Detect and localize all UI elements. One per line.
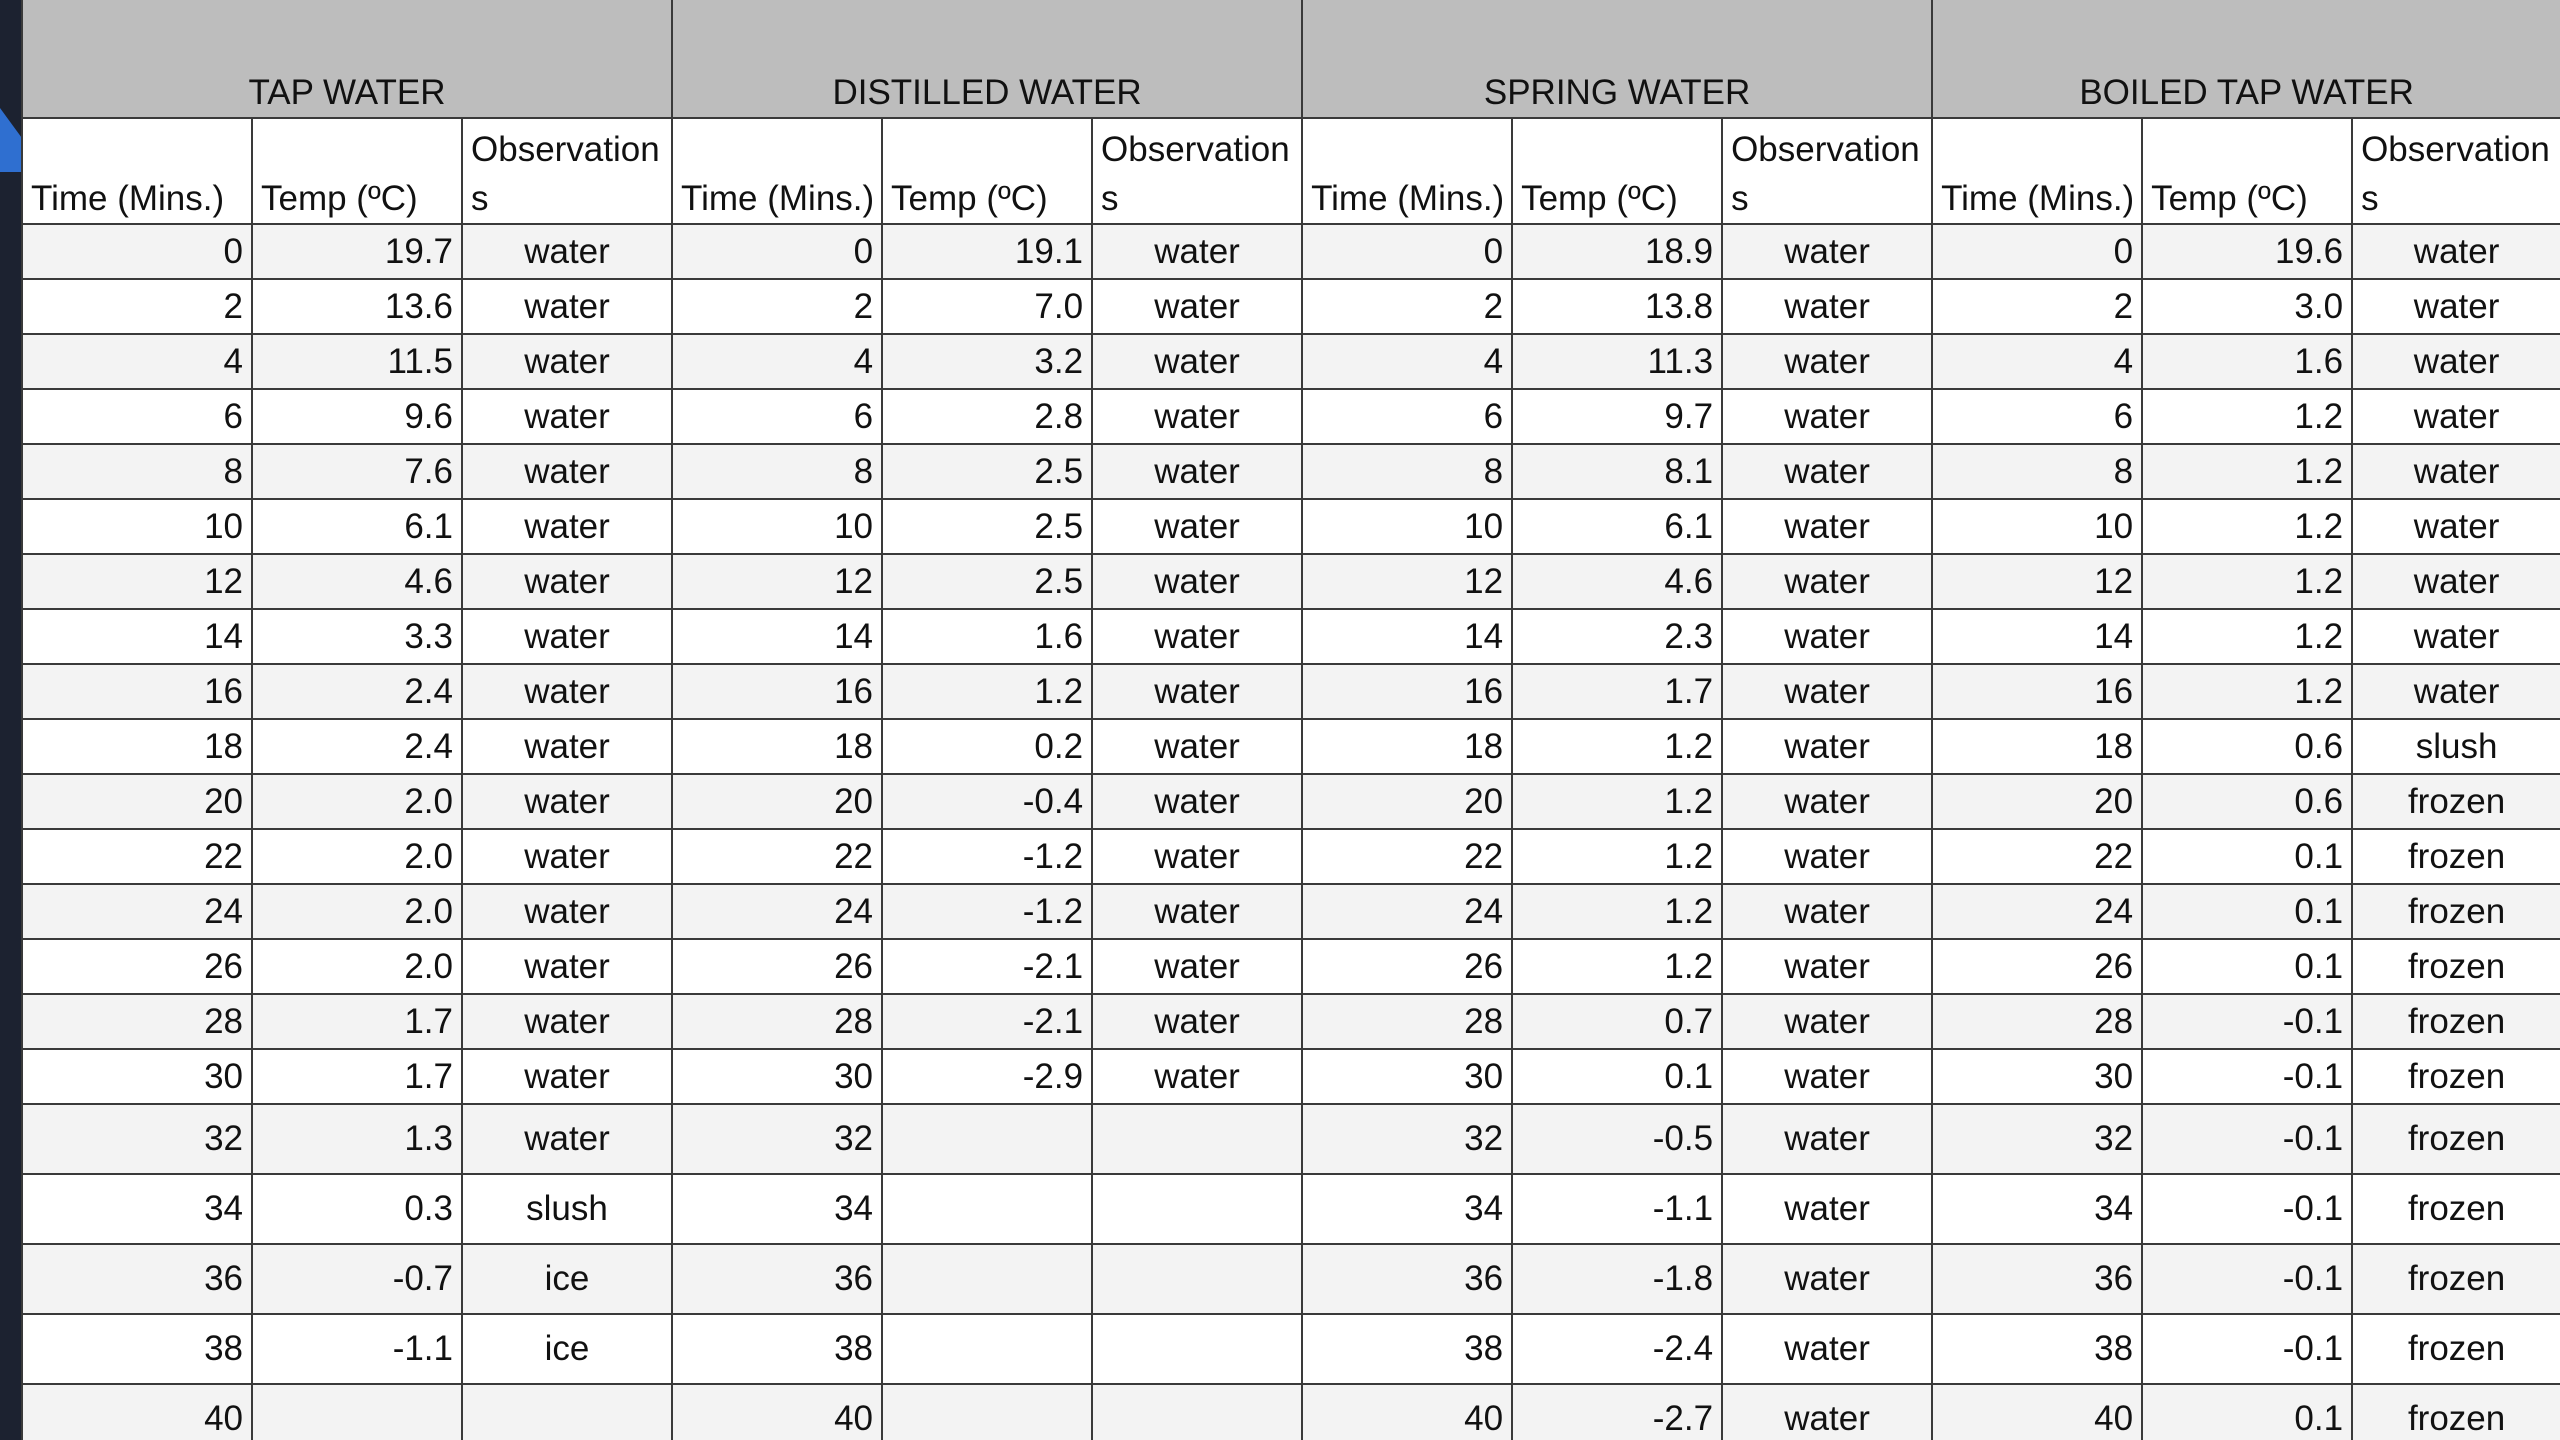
time-cell[interactable]: 40 [672, 1384, 882, 1440]
time-cell[interactable]: 30 [22, 1049, 252, 1104]
time-cell[interactable]: 34 [22, 1174, 252, 1244]
temp-cell[interactable] [882, 1104, 1092, 1174]
time-cell[interactable]: 12 [22, 554, 252, 609]
time-cell[interactable]: 40 [1932, 1384, 2142, 1440]
temp-cell[interactable]: 13.6 [252, 279, 462, 334]
time-cell[interactable]: 28 [1302, 994, 1512, 1049]
observation-cell[interactable]: water [1722, 389, 1932, 444]
temp-cell[interactable]: -2.1 [882, 939, 1092, 994]
time-cell[interactable]: 26 [1932, 939, 2142, 994]
observation-cell[interactable]: ice [462, 1314, 672, 1384]
temp-cell[interactable] [882, 1314, 1092, 1384]
temp-cell[interactable]: 2.3 [1512, 609, 1722, 664]
time-cell[interactable]: 10 [22, 499, 252, 554]
time-header-cell[interactable]: Time (Mins.) [22, 118, 252, 224]
observations-header-cell[interactable]: Observation s [1092, 118, 1302, 224]
temp-cell[interactable]: 13.8 [1512, 279, 1722, 334]
observation-cell[interactable]: water [1722, 1104, 1932, 1174]
temp-header-cell[interactable]: Temp (ºC) [882, 118, 1092, 224]
time-cell[interactable]: 34 [1932, 1174, 2142, 1244]
temp-cell[interactable]: 0.6 [2142, 774, 2352, 829]
observation-cell[interactable]: water [1092, 554, 1302, 609]
time-cell[interactable]: 18 [1932, 719, 2142, 774]
temp-cell[interactable]: 3.2 [882, 334, 1092, 389]
observation-cell[interactable] [1092, 1174, 1302, 1244]
time-cell[interactable]: 0 [22, 224, 252, 279]
observation-cell[interactable]: water [1092, 884, 1302, 939]
temp-cell[interactable]: -1.2 [882, 829, 1092, 884]
observation-cell[interactable]: water [1722, 499, 1932, 554]
temp-cell[interactable]: 0.1 [2142, 939, 2352, 994]
time-cell[interactable]: 36 [1302, 1244, 1512, 1314]
observation-cell[interactable]: water [2352, 554, 2560, 609]
observation-cell[interactable]: water [462, 279, 672, 334]
observation-cell[interactable]: water [1092, 994, 1302, 1049]
temp-cell[interactable]: 9.6 [252, 389, 462, 444]
time-cell[interactable]: 20 [672, 774, 882, 829]
temp-cell[interactable]: 7.0 [882, 279, 1092, 334]
temp-cell[interactable]: -0.1 [2142, 1049, 2352, 1104]
time-cell[interactable]: 18 [22, 719, 252, 774]
observation-cell[interactable] [462, 1384, 672, 1440]
column-header-row [22, 118, 2560, 224]
temp-cell[interactable]: 4.6 [252, 554, 462, 609]
time-cell[interactable]: 12 [672, 554, 882, 609]
observation-cell[interactable]: water [1722, 444, 1932, 499]
time-cell[interactable]: 24 [1302, 884, 1512, 939]
table-row [22, 1174, 2560, 1244]
temp-cell[interactable]: -0.7 [252, 1244, 462, 1314]
temp-cell[interactable]: 1.2 [882, 664, 1092, 719]
temp-cell[interactable]: 1.7 [252, 1049, 462, 1104]
temp-cell[interactable]: 0.6 [2142, 719, 2352, 774]
time-cell[interactable]: 36 [672, 1244, 882, 1314]
temp-cell[interactable]: 0.3 [252, 1174, 462, 1244]
observation-cell[interactable]: water [462, 994, 672, 1049]
observation-cell[interactable]: water [2352, 279, 2560, 334]
time-cell[interactable]: 20 [1302, 774, 1512, 829]
temp-cell[interactable] [882, 1384, 1092, 1440]
observation-cell[interactable]: water [2352, 224, 2560, 279]
observation-cell[interactable]: water [2352, 609, 2560, 664]
time-cell[interactable]: 28 [672, 994, 882, 1049]
temp-cell[interactable]: 19.6 [2142, 224, 2352, 279]
temp-cell[interactable]: 8.1 [1512, 444, 1722, 499]
time-header-cell[interactable]: Time (Mins.) [1932, 118, 2142, 224]
observation-cell[interactable]: water [1722, 279, 1932, 334]
time-cell[interactable]: 26 [22, 939, 252, 994]
time-cell[interactable]: 0 [672, 224, 882, 279]
table-row [22, 884, 2560, 939]
temp-cell[interactable]: -0.1 [2142, 1104, 2352, 1174]
time-cell[interactable]: 16 [672, 664, 882, 719]
temp-cell[interactable]: 0.1 [2142, 884, 2352, 939]
observation-cell[interactable]: water [1092, 719, 1302, 774]
observation-cell[interactable]: water [1722, 719, 1932, 774]
temp-cell[interactable]: 7.6 [252, 444, 462, 499]
observation-cell[interactable]: water [1722, 1244, 1932, 1314]
time-cell[interactable]: 10 [672, 499, 882, 554]
temp-cell[interactable]: 19.1 [882, 224, 1092, 279]
observation-cell[interactable]: water [1722, 939, 1932, 994]
temp-cell[interactable]: 1.2 [1512, 829, 1722, 884]
observation-cell[interactable]: water [1092, 279, 1302, 334]
observation-cell[interactable]: water [1722, 554, 1932, 609]
time-cell[interactable]: 36 [22, 1244, 252, 1314]
temp-cell[interactable]: 3.0 [2142, 279, 2352, 334]
time-cell[interactable]: 10 [1302, 499, 1512, 554]
time-cell[interactable]: 22 [22, 829, 252, 884]
time-cell[interactable]: 32 [1302, 1104, 1512, 1174]
observation-cell[interactable] [1092, 1314, 1302, 1384]
temp-cell[interactable]: 2.0 [252, 774, 462, 829]
temp-cell[interactable]: 4.6 [1512, 554, 1722, 609]
temp-cell[interactable]: 2.0 [252, 829, 462, 884]
temp-cell[interactable]: 3.3 [252, 609, 462, 664]
observation-cell[interactable]: water [1092, 334, 1302, 389]
observation-cell[interactable]: water [1092, 444, 1302, 499]
temp-cell[interactable]: 1.2 [1512, 774, 1722, 829]
time-cell[interactable]: 4 [22, 334, 252, 389]
observation-cell[interactable]: water [1722, 224, 1932, 279]
temp-header-cell[interactable]: Temp (ºC) [2142, 118, 2352, 224]
time-cell[interactable]: 0 [1302, 224, 1512, 279]
water-freezing-table [21, 0, 2560, 1440]
time-header-cell[interactable]: Time (Mins.) [1302, 118, 1512, 224]
temp-cell[interactable]: 2.4 [252, 664, 462, 719]
time-cell[interactable]: 22 [672, 829, 882, 884]
observation-cell[interactable]: water [462, 829, 672, 884]
table-row [22, 994, 2560, 1049]
time-cell[interactable]: 8 [1932, 444, 2142, 499]
spreadsheet-view[interactable] [21, 0, 2560, 1440]
observation-cell[interactable]: slush [462, 1174, 672, 1244]
time-cell[interactable]: 2 [22, 279, 252, 334]
table-row [22, 774, 2560, 829]
time-cell[interactable]: 0 [1932, 224, 2142, 279]
temp-cell[interactable]: 2.0 [252, 939, 462, 994]
temp-cell[interactable]: 1.2 [2142, 554, 2352, 609]
temp-cell[interactable]: -2.1 [882, 994, 1092, 1049]
temp-cell[interactable]: 2.4 [252, 719, 462, 774]
observation-cell[interactable]: water [1722, 1174, 1932, 1244]
time-cell[interactable]: 28 [22, 994, 252, 1049]
table-row [22, 279, 2560, 334]
time-cell[interactable]: 38 [1932, 1314, 2142, 1384]
observation-cell[interactable]: water [462, 499, 672, 554]
table-row [22, 1384, 2560, 1440]
temp-cell[interactable]: -1.1 [252, 1314, 462, 1384]
temp-cell[interactable] [882, 1244, 1092, 1314]
observation-cell[interactable]: water [1722, 664, 1932, 719]
time-cell[interactable]: 20 [1932, 774, 2142, 829]
time-cell[interactable]: 6 [22, 389, 252, 444]
temp-cell[interactable]: 2.5 [882, 499, 1092, 554]
table-row [22, 609, 2560, 664]
observation-cell[interactable]: frozen [2352, 1104, 2560, 1174]
observation-cell[interactable]: frozen [2352, 1314, 2560, 1384]
observation-cell[interactable]: water [462, 224, 672, 279]
temp-cell[interactable]: -0.5 [1512, 1104, 1722, 1174]
temp-cell[interactable]: -2.4 [1512, 1314, 1722, 1384]
time-cell[interactable]: 38 [1302, 1314, 1512, 1384]
time-cell[interactable]: 18 [672, 719, 882, 774]
observation-cell[interactable]: water [2352, 444, 2560, 499]
observation-cell[interactable]: water [1092, 774, 1302, 829]
temp-cell[interactable]: 1.6 [882, 609, 1092, 664]
time-cell[interactable]: 40 [22, 1384, 252, 1440]
group-title-cell[interactable]: TAP WATER [22, 0, 672, 118]
observation-cell[interactable]: water [1722, 774, 1932, 829]
observation-cell[interactable]: water [1092, 499, 1302, 554]
time-cell[interactable]: 16 [22, 664, 252, 719]
temp-cell[interactable]: 11.5 [252, 334, 462, 389]
temp-cell[interactable]: -0.1 [2142, 1314, 2352, 1384]
time-cell[interactable]: 34 [672, 1174, 882, 1244]
temp-cell[interactable]: 1.2 [1512, 884, 1722, 939]
time-cell[interactable]: 14 [1302, 609, 1512, 664]
time-cell[interactable]: 2 [1932, 279, 2142, 334]
observation-cell[interactable]: water [2352, 664, 2560, 719]
temp-cell[interactable]: 1.2 [2142, 664, 2352, 719]
observation-cell[interactable]: frozen [2352, 1244, 2560, 1314]
observation-cell[interactable]: water [1092, 389, 1302, 444]
observation-cell[interactable]: water [2352, 389, 2560, 444]
observation-cell[interactable]: water [1092, 609, 1302, 664]
time-cell[interactable]: 24 [672, 884, 882, 939]
table-row [22, 719, 2560, 774]
temp-cell[interactable]: -1.8 [1512, 1244, 1722, 1314]
time-header-cell[interactable]: Time (Mins.) [672, 118, 882, 224]
table-row [22, 444, 2560, 499]
group-header-row [22, 0, 2560, 118]
observation-cell[interactable]: water [1092, 664, 1302, 719]
observation-cell[interactable]: water [462, 719, 672, 774]
temp-header-cell[interactable]: Temp (ºC) [252, 118, 462, 224]
observation-cell[interactable]: frozen [2352, 939, 2560, 994]
temp-cell[interactable]: 1.2 [2142, 389, 2352, 444]
temp-cell[interactable]: 19.7 [252, 224, 462, 279]
time-cell[interactable]: 24 [22, 884, 252, 939]
time-cell[interactable]: 8 [672, 444, 882, 499]
observation-cell[interactable]: frozen [2352, 1384, 2560, 1440]
table-row [22, 334, 2560, 389]
temp-cell[interactable]: -0.1 [2142, 1174, 2352, 1244]
temp-cell[interactable]: 9.7 [1512, 389, 1722, 444]
observation-cell[interactable]: water [1092, 224, 1302, 279]
time-cell[interactable]: 26 [672, 939, 882, 994]
observation-cell[interactable] [1092, 1104, 1302, 1174]
time-cell[interactable]: 16 [1302, 664, 1512, 719]
observation-cell[interactable]: water [1722, 334, 1932, 389]
time-cell[interactable]: 2 [672, 279, 882, 334]
time-cell[interactable]: 8 [1302, 444, 1512, 499]
observation-cell[interactable]: water [462, 1104, 672, 1174]
time-cell[interactable]: 12 [1302, 554, 1512, 609]
temp-cell[interactable]: 2.0 [252, 884, 462, 939]
temp-cell[interactable]: 1.2 [1512, 719, 1722, 774]
table-row [22, 1104, 2560, 1174]
time-cell[interactable]: 4 [1932, 334, 2142, 389]
temp-cell[interactable]: -0.1 [2142, 1244, 2352, 1314]
observation-cell[interactable]: water [1092, 939, 1302, 994]
time-cell[interactable]: 4 [672, 334, 882, 389]
time-cell[interactable]: 4 [1302, 334, 1512, 389]
time-cell[interactable]: 36 [1932, 1244, 2142, 1314]
temp-cell[interactable]: -1.1 [1512, 1174, 1722, 1244]
table-row [22, 829, 2560, 884]
observation-cell[interactable]: water [1092, 1049, 1302, 1104]
time-cell[interactable]: 14 [22, 609, 252, 664]
time-cell[interactable]: 32 [672, 1104, 882, 1174]
time-cell[interactable]: 2 [1302, 279, 1512, 334]
observation-cell[interactable]: water [1722, 1049, 1932, 1104]
observations-header-cell[interactable]: Observation s [2352, 118, 2560, 224]
time-cell[interactable]: 34 [1302, 1174, 1512, 1244]
observation-cell[interactable] [1092, 1384, 1302, 1440]
table-row [22, 664, 2560, 719]
table-row [22, 499, 2560, 554]
observation-cell[interactable]: water [1722, 1384, 1932, 1440]
observation-cell[interactable]: water [1722, 609, 1932, 664]
time-cell[interactable]: 6 [1932, 389, 2142, 444]
temp-cell[interactable]: 1.3 [252, 1104, 462, 1174]
temp-cell[interactable]: 0.1 [1512, 1049, 1722, 1104]
temp-cell[interactable]: -1.2 [882, 884, 1092, 939]
time-cell[interactable]: 14 [672, 609, 882, 664]
time-cell[interactable]: 24 [1932, 884, 2142, 939]
observation-cell[interactable]: water [1722, 884, 1932, 939]
table-row [22, 1314, 2560, 1384]
time-cell[interactable]: 8 [22, 444, 252, 499]
time-cell[interactable]: 28 [1932, 994, 2142, 1049]
temp-cell[interactable]: -2.9 [882, 1049, 1092, 1104]
time-cell[interactable]: 6 [1302, 389, 1512, 444]
table-row [22, 224, 2560, 279]
temp-cell[interactable]: 2.5 [882, 554, 1092, 609]
observation-cell[interactable]: frozen [2352, 829, 2560, 884]
temp-cell[interactable]: -0.4 [882, 774, 1092, 829]
observation-cell[interactable]: water [462, 774, 672, 829]
temp-cell[interactable]: 6.1 [1512, 499, 1722, 554]
temp-cell[interactable]: 1.2 [2142, 609, 2352, 664]
time-cell[interactable]: 22 [1302, 829, 1512, 884]
time-cell[interactable]: 22 [1932, 829, 2142, 884]
time-cell[interactable]: 16 [1932, 664, 2142, 719]
temp-cell[interactable]: -2.7 [1512, 1384, 1722, 1440]
observation-cell[interactable]: water [2352, 334, 2560, 389]
temp-cell[interactable]: 1.2 [1512, 939, 1722, 994]
table-row [22, 389, 2560, 444]
temp-cell[interactable] [882, 1174, 1092, 1244]
time-cell[interactable]: 38 [672, 1314, 882, 1384]
table-row [22, 939, 2560, 994]
observation-cell[interactable]: water [462, 664, 672, 719]
temp-cell[interactable]: 18.9 [1512, 224, 1722, 279]
time-cell[interactable]: 30 [1302, 1049, 1512, 1104]
time-cell[interactable]: 12 [1932, 554, 2142, 609]
time-cell[interactable]: 30 [1932, 1049, 2142, 1104]
table-row [22, 554, 2560, 609]
temp-cell[interactable]: -0.1 [2142, 994, 2352, 1049]
temp-cell[interactable]: 1.2 [2142, 444, 2352, 499]
temp-cell[interactable]: 0.2 [882, 719, 1092, 774]
time-cell[interactable]: 32 [22, 1104, 252, 1174]
observation-cell[interactable]: water [462, 609, 672, 664]
observation-cell[interactable]: water [2352, 499, 2560, 554]
observation-cell[interactable]: water [462, 939, 672, 994]
observation-cell[interactable]: slush [2352, 719, 2560, 774]
time-cell[interactable]: 26 [1302, 939, 1512, 994]
temp-cell[interactable]: 2.5 [882, 444, 1092, 499]
observation-cell[interactable]: frozen [2352, 774, 2560, 829]
time-cell[interactable]: 10 [1932, 499, 2142, 554]
observation-cell[interactable]: ice [462, 1244, 672, 1314]
table-row [22, 1244, 2560, 1314]
time-cell[interactable]: 32 [1932, 1104, 2142, 1174]
group-title-cell[interactable]: DISTILLED WATER [672, 0, 1302, 118]
temp-cell[interactable]: 0.7 [1512, 994, 1722, 1049]
time-cell[interactable]: 20 [22, 774, 252, 829]
observation-cell[interactable] [1092, 1244, 1302, 1314]
temp-cell[interactable]: 1.7 [252, 994, 462, 1049]
observation-cell[interactable]: water [462, 444, 672, 499]
group-title-cell[interactable]: BOILED TAP WATER [1932, 0, 2560, 118]
temp-cell[interactable]: 0.1 [2142, 829, 2352, 884]
observations-header-cell[interactable]: Observation s [462, 118, 672, 224]
observation-cell[interactable]: water [462, 334, 672, 389]
observation-cell[interactable]: frozen [2352, 884, 2560, 939]
observation-cell[interactable]: water [462, 884, 672, 939]
observation-cell[interactable]: water [1722, 1314, 1932, 1384]
observation-cell[interactable]: frozen [2352, 994, 2560, 1049]
group-title-cell[interactable]: SPRING WATER [1302, 0, 1932, 118]
observations-header-cell[interactable]: Observation s [1722, 118, 1932, 224]
table-row [22, 1049, 2560, 1104]
time-cell[interactable]: 14 [1932, 609, 2142, 664]
observation-cell[interactable]: water [1722, 994, 1932, 1049]
temp-cell[interactable]: 6.1 [252, 499, 462, 554]
time-cell[interactable]: 6 [672, 389, 882, 444]
observation-cell[interactable]: water [462, 389, 672, 444]
observation-cell[interactable]: water [462, 1049, 672, 1104]
temp-cell[interactable]: 1.2 [2142, 499, 2352, 554]
time-cell[interactable]: 30 [672, 1049, 882, 1104]
observation-cell[interactable]: water [1722, 829, 1932, 884]
temp-cell[interactable]: 11.3 [1512, 334, 1722, 389]
observation-cell[interactable]: frozen [2352, 1174, 2560, 1244]
time-cell[interactable]: 40 [1302, 1384, 1512, 1440]
observation-cell[interactable]: frozen [2352, 1049, 2560, 1104]
temp-cell[interactable] [252, 1384, 462, 1440]
temp-cell[interactable]: 2.8 [882, 389, 1092, 444]
observation-cell[interactable]: water [462, 554, 672, 609]
time-cell[interactable]: 18 [1302, 719, 1512, 774]
temp-cell[interactable]: 1.7 [1512, 664, 1722, 719]
temp-header-cell[interactable]: Temp (ºC) [1512, 118, 1722, 224]
time-cell[interactable]: 38 [22, 1314, 252, 1384]
observation-cell[interactable]: water [1092, 829, 1302, 884]
temp-cell[interactable]: 1.6 [2142, 334, 2352, 389]
left-window-edge [0, 0, 21, 1440]
temp-cell[interactable]: 0.1 [2142, 1384, 2352, 1440]
